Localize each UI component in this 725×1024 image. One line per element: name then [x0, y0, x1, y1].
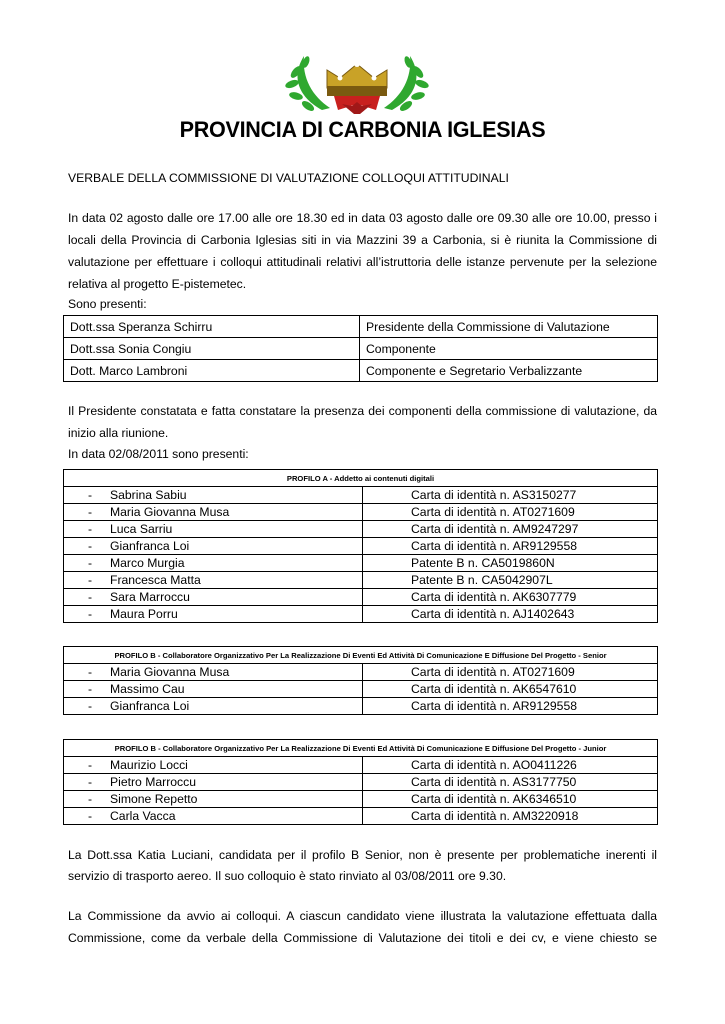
candidate-name: Maura Porru: [110, 606, 178, 621]
candidate-name: Francesca Matta: [110, 572, 201, 587]
candidate-name: Maria Giovanna Musa: [110, 504, 230, 519]
candidate-doc: Carta di identità n. AT0271609: [363, 504, 658, 521]
profile-b-junior-header: PROFILO B - Collaboratore Organizzativo Per La Realizzazione Di Eventi Ed Attività Di Comunicazione E Diffusione Del Progetto - Junior: [64, 740, 658, 757]
candidate-doc: Carta di identità n. AJ1402643: [363, 606, 658, 623]
present-label: Sono presenti:: [68, 297, 147, 311]
table-row: [64, 487, 658, 504]
table-row: [64, 808, 658, 825]
profile-b-senior-header: PROFILO B - Collaboratore Organizzativo Per La Realizzazione Di Eventi Ed Attività Di Comunicazione E Diffusione Del Progetto - Senior: [64, 647, 658, 664]
ribbon-icon: [334, 96, 380, 114]
candidate-doc: Carta di identità n. AT0271609: [363, 664, 658, 681]
member-role: Presidente della Commissione di Valutazione: [360, 316, 658, 338]
profile-a-header: PROFILO A - Addetto ai contenuti digitali: [64, 470, 658, 487]
table-row: [64, 589, 658, 606]
candidate-doc: Carta di identità n. AR9129558: [363, 698, 658, 715]
candidate-doc: Carta di identità n. AM3220918: [363, 808, 658, 825]
candidate-doc: Carta di identità n. AM9247297: [363, 521, 658, 538]
candidate-name: Carla Vacca: [110, 808, 176, 823]
candidate-doc: Carta di identità n. AO0411226: [363, 757, 658, 774]
member-role: Componente e Segretario Verbalizzante: [360, 360, 658, 382]
table-header: [64, 470, 658, 487]
candidate-name: Sabrina Sabiu: [110, 487, 187, 502]
intro-line-1: In data 02 agosto dalle ore 17.00 alle ore 18.30 ed in data 03 agosto dalle ore 09.30 alle ore 10.00, presso i: [68, 211, 657, 225]
table-row: [64, 555, 658, 572]
president-line-2: inizio alla riunione.: [68, 426, 169, 440]
candidate-doc: Patente B n. CA5019860N: [363, 555, 658, 572]
list-dash: -: [88, 487, 93, 502]
candidate-name: Massimo Cau: [110, 681, 185, 696]
luciani-line-1: La Dott.ssa Katia Luciani, candidata per il profilo B Senior, non è presente per problematiche inerenti il: [68, 848, 657, 862]
document-title: VERBALE DELLA COMMISSIONE DI VALUTAZIONE COLLOQUI ATTITUDINALI: [68, 171, 509, 185]
candidate-name: Sara Marroccu: [110, 589, 190, 604]
candidate-name: Luca Sarriu: [110, 521, 173, 536]
crown-icon: [327, 61, 387, 96]
luciani-line-2: servizio di trasporto aereo. Il suo colloquio è stato rinviato al 03/08/2011 ore 9.30.: [68, 869, 507, 883]
table-row: [64, 360, 658, 382]
list-dash: -: [88, 555, 93, 570]
candidate-name: Marco Murgia: [110, 555, 185, 570]
table-row: [64, 774, 658, 791]
table-header: [64, 740, 658, 757]
list-dash: -: [88, 572, 93, 587]
list-dash: -: [88, 606, 93, 621]
candidate-doc: Patente B n. CA5042907L: [363, 572, 658, 589]
list-dash: -: [88, 808, 93, 823]
intro-line-3: valutazione per effettuare i colloqui attitudinali relativi all’istruttoria delle istanze pervenute per la selezione: [68, 255, 657, 269]
province-emblem-logo: [282, 48, 432, 116]
profile-b-senior-table: [63, 646, 658, 715]
candidate-doc: Carta di identità n. AK6547610: [363, 681, 658, 698]
candidate-doc: Carta di identità n. AS3177750: [363, 774, 658, 791]
table-header: [64, 647, 658, 664]
table-row: [64, 504, 658, 521]
table-row: [64, 664, 658, 681]
list-dash: -: [88, 504, 93, 519]
table-row: [64, 316, 658, 338]
page-title: PROVINCIA DI CARBONIA IGLESIAS: [179, 117, 546, 142]
list-dash: -: [88, 774, 93, 789]
candidate-name: Maria Giovanna Musa: [110, 664, 230, 679]
candidate-doc: Carta di identità n. AK6346510: [363, 791, 658, 808]
table-row: [64, 757, 658, 774]
president-line-1: Il Presidente constatata e fatta constatare la presenza dei componenti della commissione di valutazione, da: [68, 404, 657, 418]
list-dash: -: [88, 538, 93, 553]
table-row: [64, 791, 658, 808]
table-row: [64, 681, 658, 698]
commission-line-2: Commissione, come da verbale della Commissione di Valutazione dei titoli e dei cv, e viene chiesto se: [68, 931, 657, 945]
commission-table: [63, 315, 658, 382]
list-dash: -: [88, 791, 93, 806]
candidate-name: Maurizio Locci: [110, 757, 188, 772]
member-name: Dott.ssa Sonia Congiu: [64, 338, 360, 360]
intro-line-4: relativa al progetto E-pistemetec.: [68, 277, 247, 291]
table-row: [64, 698, 658, 715]
candidate-name: Pietro Marroccu: [110, 774, 197, 789]
table-row: [64, 538, 658, 555]
table-row: [64, 606, 658, 623]
table-row: [64, 338, 658, 360]
candidate-doc: Carta di identità n. AK6307779: [363, 589, 658, 606]
commission-line-1: La Commissione da avvio ai colloqui. A ciascun candidato viene illustrata la valutazione effettuata dalla: [68, 909, 657, 923]
member-role: Componente: [360, 338, 658, 360]
member-name: Dott. Marco Lambroni: [64, 360, 360, 382]
table-row: [64, 572, 658, 589]
list-dash: -: [88, 521, 93, 536]
candidate-doc: Carta di identità n. AS3150277: [363, 487, 658, 504]
member-name: Dott.ssa Speranza Schirru: [64, 316, 360, 338]
profile-a-table: [63, 469, 658, 623]
candidate-name: Gianfranca Loi: [110, 538, 190, 553]
list-dash: -: [88, 681, 93, 696]
candidate-name: Simone Repetto: [110, 791, 198, 806]
profile-b-junior-table: [63, 739, 658, 825]
date-present: In data 02/08/2011 sono presenti:: [68, 447, 249, 461]
intro-line-2: locali della Provincia di Carbonia Iglesias siti in via Mazzini 39 a Carbonia, si è riunita la Commissione di: [68, 233, 657, 247]
list-dash: -: [88, 757, 93, 772]
candidate-doc: Carta di identità n. AR9129558: [363, 538, 658, 555]
list-dash: -: [88, 664, 93, 679]
list-dash: -: [88, 589, 93, 604]
table-row: [64, 521, 658, 538]
list-dash: -: [88, 698, 93, 713]
candidate-name: Gianfranca Loi: [110, 698, 190, 713]
